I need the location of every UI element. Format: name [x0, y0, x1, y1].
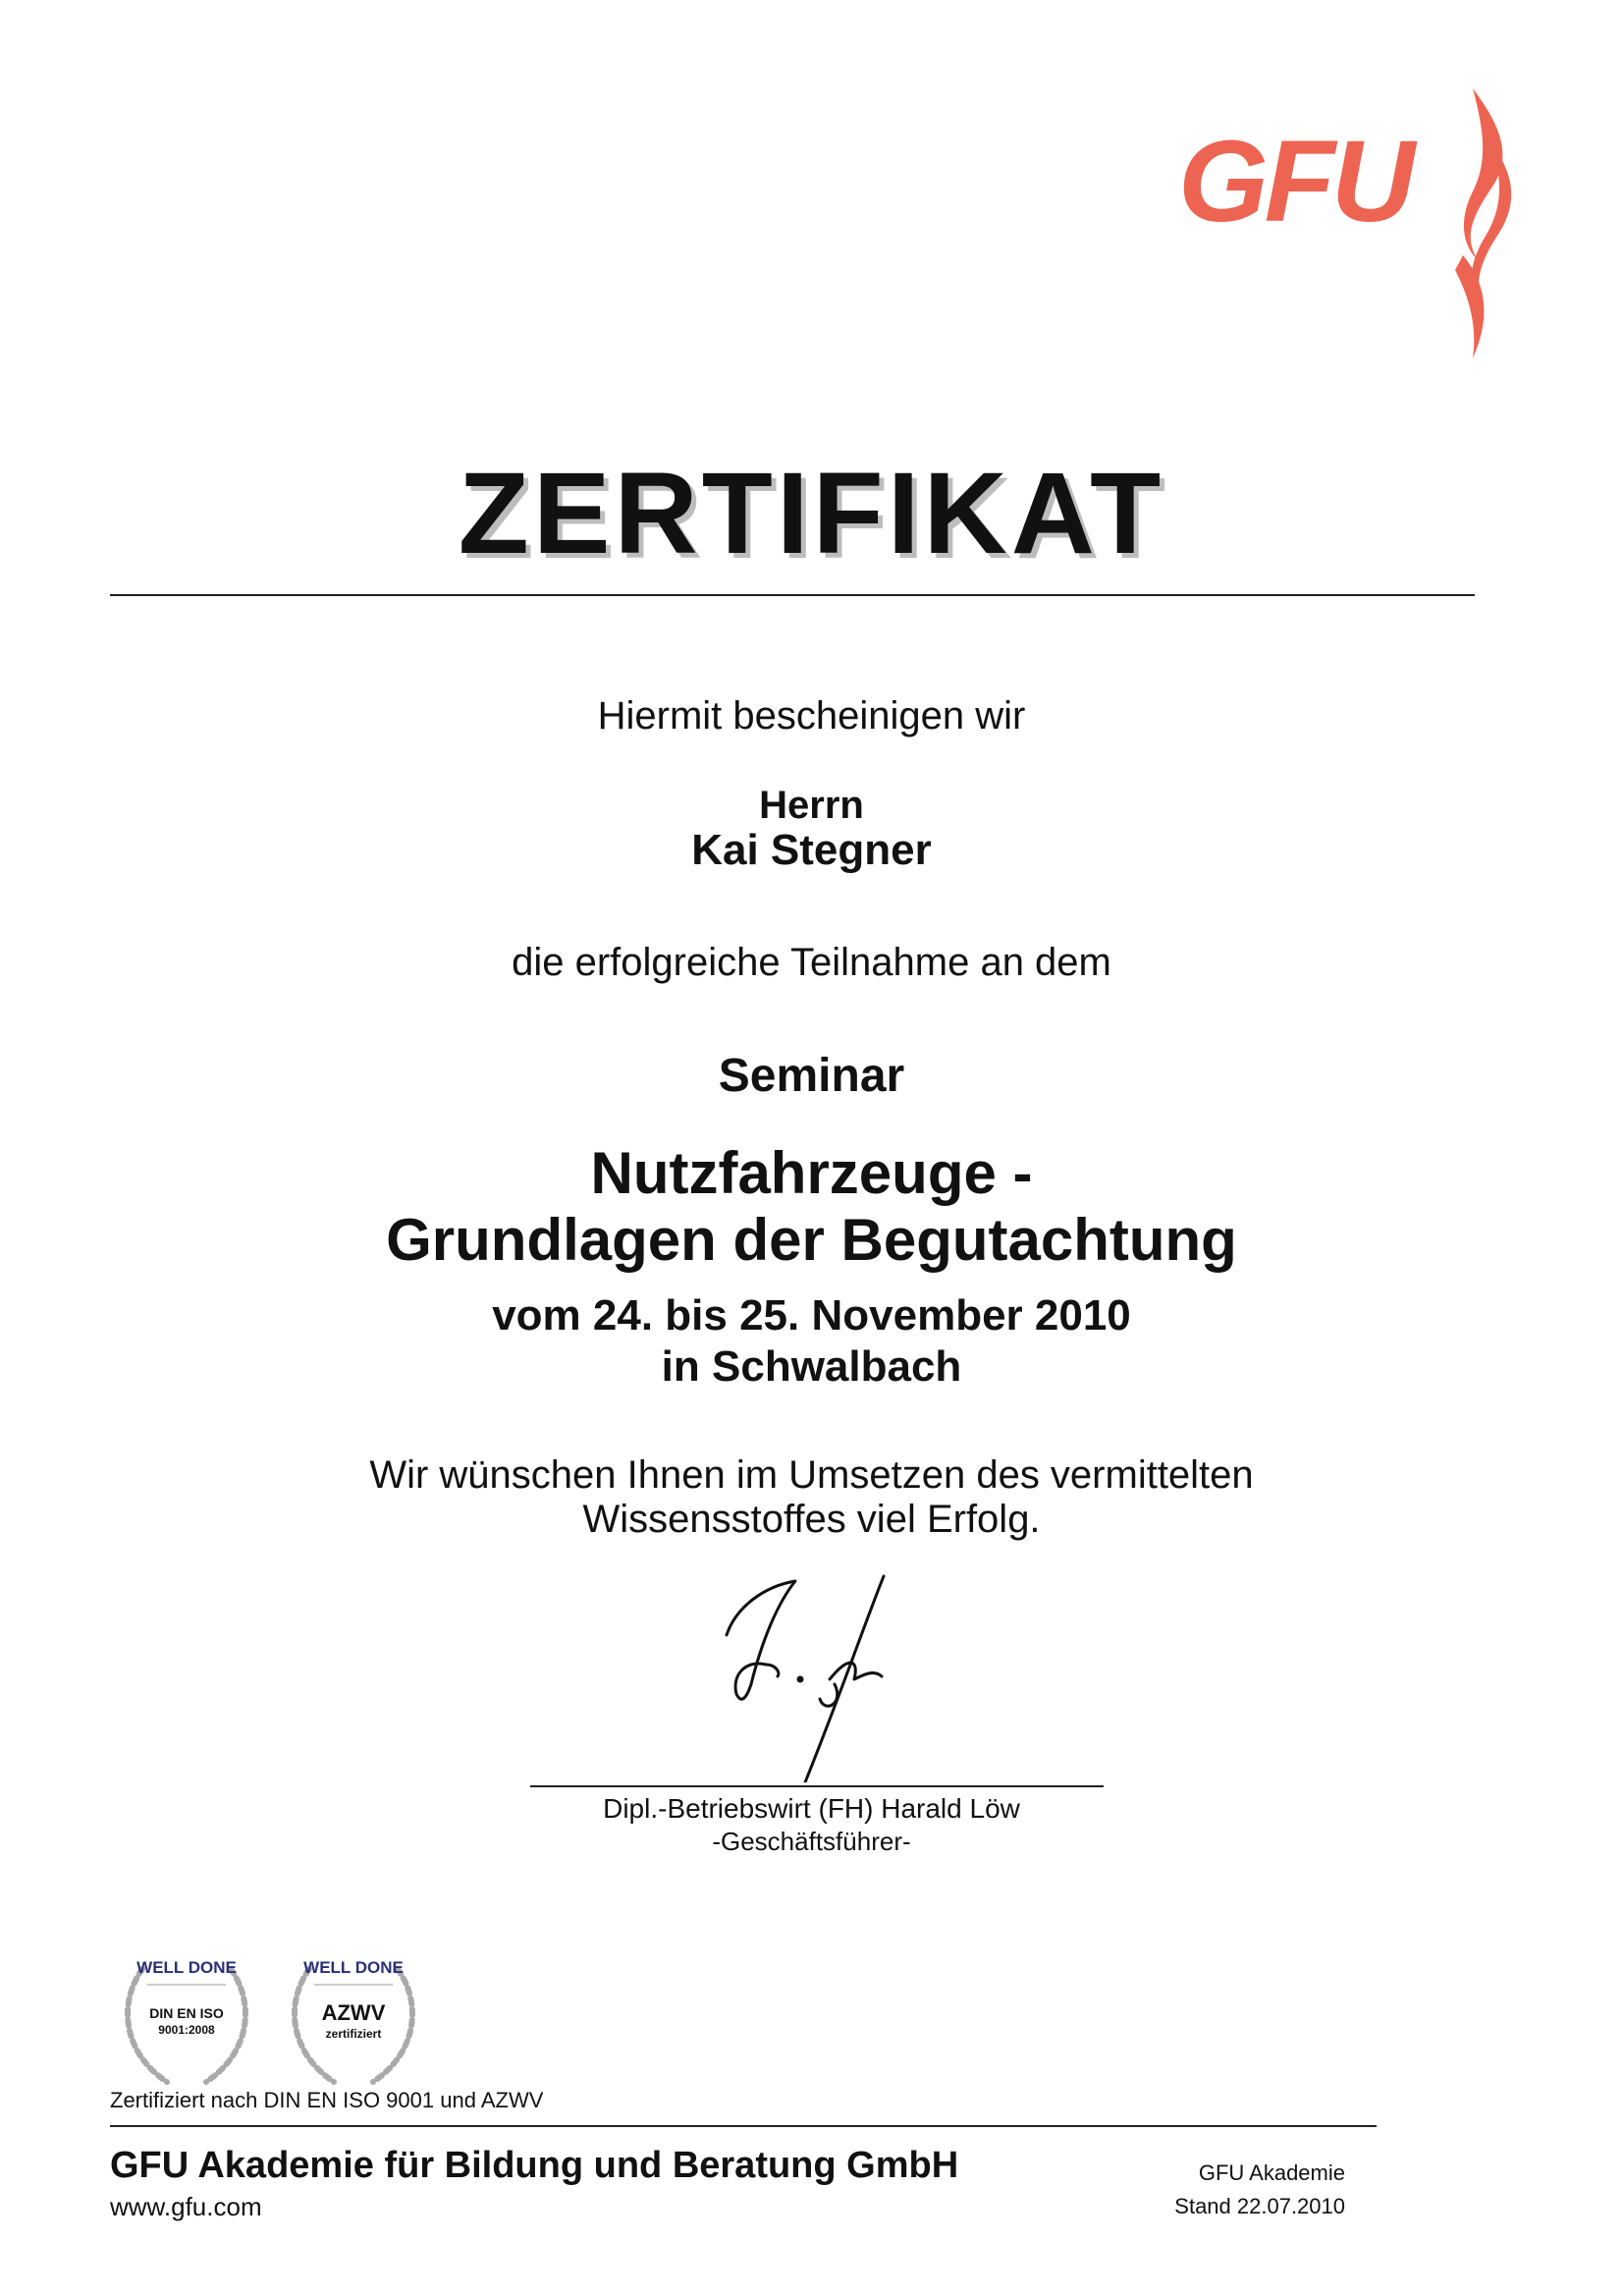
salutation: Herrn — [759, 784, 864, 827]
course-title-line2: Grundlagen der Begutachtung — [386, 1207, 1237, 1273]
seal1-top: WELL DONE — [136, 1958, 237, 1977]
title-divider — [110, 594, 1475, 596]
footer-divider — [110, 2125, 1377, 2127]
wish-line2: Wissensstoffes viel Erfolg. — [582, 1498, 1041, 1541]
azwv-seal — [280, 1949, 427, 2097]
recipient-name: Kai Stegner — [691, 826, 932, 874]
handwritten-signature — [707, 1566, 923, 1782]
footer-academy: GFU Akademie — [1198, 2160, 1345, 2185]
certificate-title: ZERTIFIKAT — [458, 449, 1165, 578]
seal1-line1: DIN EN ISO — [149, 2005, 224, 2021]
footer-revision-date: Stand 22.07.2010 — [1174, 2194, 1345, 2218]
seal2-line1: AZWV — [321, 2000, 386, 2025]
gfu-logo — [1178, 88, 1571, 373]
gfu-logo-text: GFU — [1178, 117, 1412, 246]
signatory-name: Dipl.-Betriebswirt (FH) Harald Löw — [603, 1793, 1020, 1824]
course-location: in Schwalbach — [661, 1342, 962, 1391]
wish-line1: Wir wünschen Ihnen im Umsetzen des vermittelten — [369, 1453, 1254, 1497]
course-title-line1: Nutzfahrzeuge - — [590, 1140, 1033, 1206]
signatory-role: -Geschäftsführer- — [712, 1827, 911, 1856]
participation-text: die erfolgreiche Teilnahme an dem — [512, 941, 1111, 984]
company-name: GFU Akademie für Bildung und Beratung GmbH — [110, 2145, 959, 2186]
intro-text: Hiermit bescheinigen wir — [597, 694, 1026, 738]
course-date: vom 24. bis 25. November 2010 — [492, 1291, 1131, 1339]
certification-note: Zertifiziert nach DIN EN ISO 9001 und AZWV — [110, 2088, 544, 2112]
event-type: Seminar — [718, 1050, 905, 1102]
flame-icon — [1455, 88, 1511, 358]
company-website: www.gfu.com — [110, 2192, 262, 2221]
din-en-iso-seal — [113, 1949, 260, 2097]
seal2-top: WELL DONE — [303, 1958, 404, 1977]
seal1-line2: 9001:2008 — [158, 2023, 215, 2037]
seal2-line2: zertifiziert — [325, 2027, 382, 2041]
signature-line — [530, 1785, 1104, 1787]
